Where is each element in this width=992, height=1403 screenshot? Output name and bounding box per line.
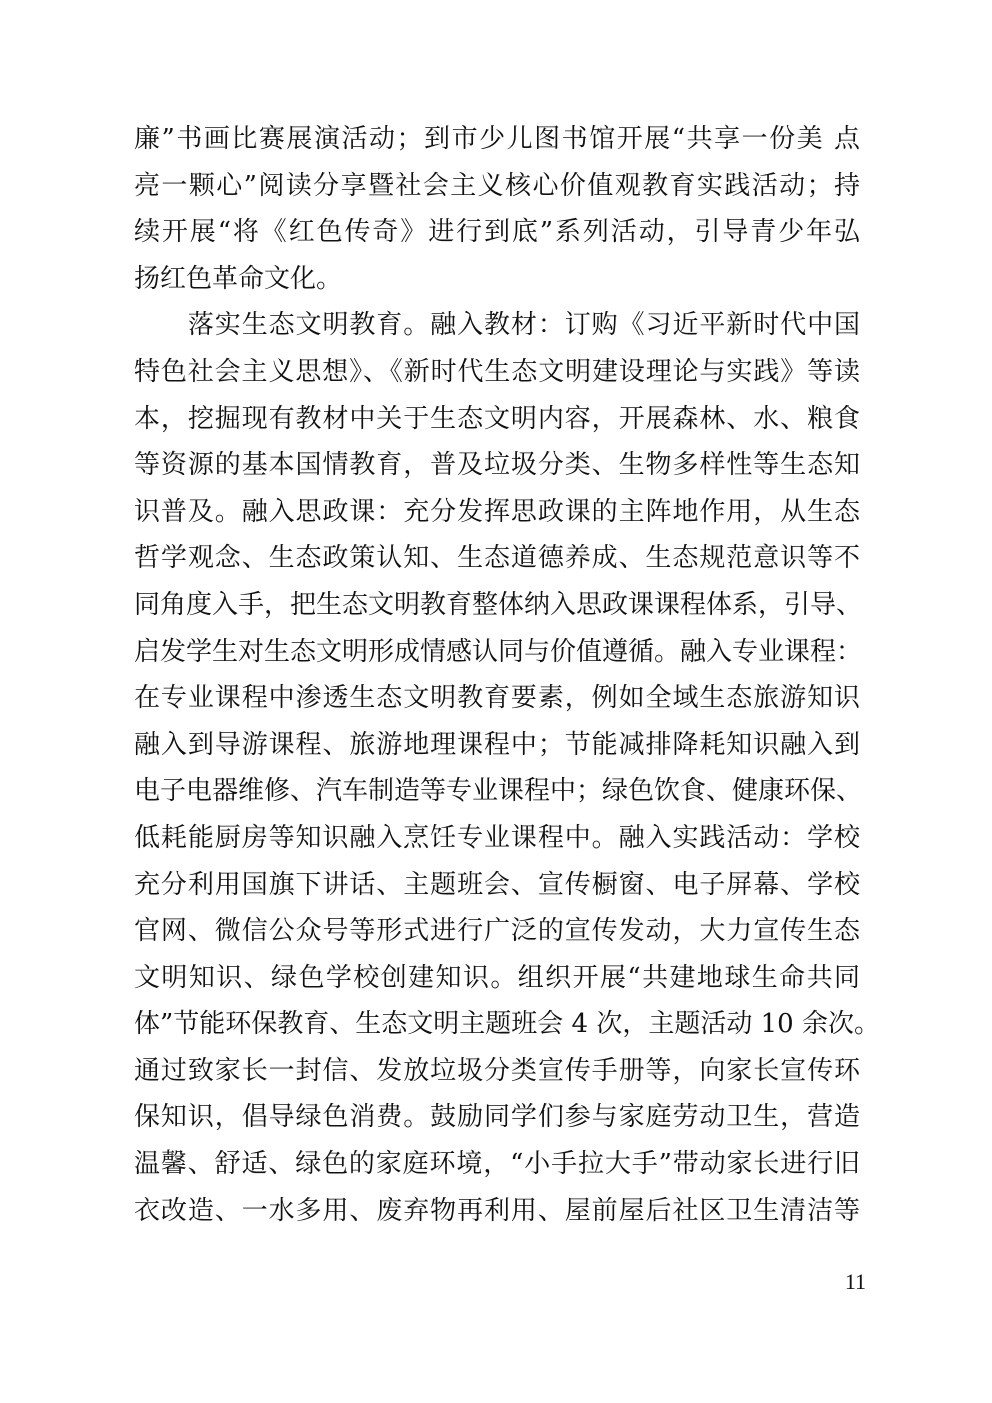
text-line: 特色社会主义思想》、《新时代生态文明建设理论与实践》等读 [134, 356, 860, 387]
text-line: 识普及。融入思政课：充分发挥思政课的主阵地作用，从生态 [134, 496, 860, 527]
text-line: 体”节能环保教育、生态文明主题班会 4 次，主题活动 10 余次。 [134, 1009, 880, 1040]
text-line: 扬红色革命文化。 [134, 263, 343, 294]
text-line: 同角度入手，把生态文明教育整体纳入思政课课程体系，引导、 [134, 589, 863, 620]
text-line: 在专业课程中渗透生态文明教育要素，例如全域生态旅游知识 [134, 683, 860, 714]
text-line: 等资源的基本国情教育，普及垃圾分类、生物多样性等生态知 [134, 450, 860, 481]
text-line: 融入到导游课程、旅游地理课程中；节能减排降耗知识融入到 [134, 729, 860, 760]
text-line: 落实生态文明教育。融入教材：订购《习近平新时代中国 [134, 310, 860, 341]
text-line: 文明知识、绿色学校创建知识。组织开展“共建地球生命共同 [134, 962, 860, 993]
body-text [134, 116, 880, 1234]
text-line: 通过致家长一封信、发放垃圾分类宣传手册等，向家长宣传环 [134, 1055, 860, 1086]
text-line: 保知识，倡导绿色消费。鼓励同学们参与家庭劳动卫生，营造 [134, 1102, 860, 1133]
text-line: 亮一颗心”阅读分享暨社会主义核心价值观教育实践活动；持 [134, 170, 860, 201]
text-line: 廉”书画比赛展演活动；到市少儿图书馆开展“共享一份美 点 [134, 124, 860, 154]
page-number: 11 [844, 1269, 866, 1294]
text-line: 本，挖掘现有教材中关于生态文明内容，开展森林、水、粮食 [134, 403, 860, 434]
text-line: 续开展“将《红色传奇》进行到底”系列活动，引导青少年弘 [134, 217, 860, 248]
text-line: 充分利用国旗下讲话、主题班会、宣传橱窗、电子屏幕、学校 [134, 869, 860, 900]
text-line: 低耗能厨房等知识融入烹饪专业课程中。融入实践活动：学校 [134, 822, 860, 853]
text-line: 启发学生对生态文明形成情感认同与价值遵循。融入专业课程： [134, 636, 863, 667]
text-line: 温馨、舒适、绿色的家庭环境，“小手拉大手”带动家长进行旧 [134, 1149, 860, 1180]
text-line: 哲学观念、生态政策认知、生态道德养成、生态规范意识等不 [134, 543, 860, 574]
text-line: 衣改造、一水多用、废弃物再利用、屋前屋后社区卫生清洁等 [134, 1195, 860, 1226]
text-line: 官网、微信公众号等形式进行广泛的宣传发动，大力宣传生态 [134, 916, 860, 947]
text-line: 电子电器维修、汽车制造等专业课程中；绿色饮食、健康环保、 [134, 776, 863, 807]
